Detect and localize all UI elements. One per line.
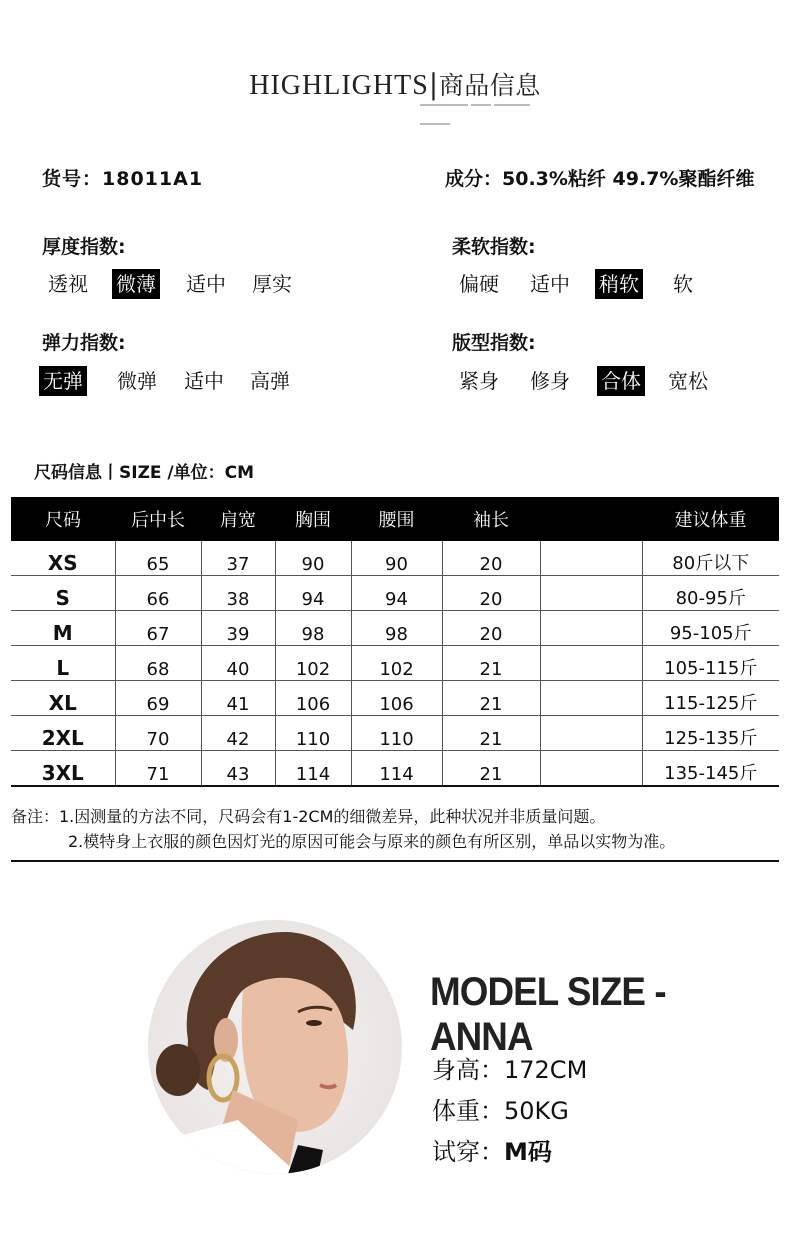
title-separator: |	[428, 68, 439, 101]
table-cell: 114	[275, 751, 351, 787]
table-cell	[540, 681, 642, 716]
size-cell: 3XL	[11, 751, 115, 787]
table-cell: 21	[442, 716, 540, 751]
table-cell: 42	[201, 716, 275, 751]
size-cell: XL	[11, 681, 115, 716]
fit-option-tight: 紧身	[459, 369, 499, 393]
table-cell: 71	[115, 751, 201, 787]
table-cell: 98	[275, 611, 351, 646]
fit-option-regular-selected: 合体	[597, 366, 645, 396]
table-row	[11, 541, 779, 576]
elasticity-label: 弹力指数:	[42, 332, 126, 354]
table-cell: 110	[275, 716, 351, 751]
table-cell	[540, 646, 642, 681]
table-cell	[540, 751, 642, 787]
col-header-weight: 建议体重	[642, 497, 779, 541]
table-cell: 41	[201, 681, 275, 716]
fit-option-slim: 修身	[530, 369, 570, 393]
composition	[445, 164, 754, 191]
table-row	[11, 751, 779, 787]
table-cell: 65	[115, 541, 201, 576]
table-cell: 94	[275, 576, 351, 611]
item-number-label: 货号：	[42, 168, 103, 190]
col-header-bust: 胸围	[275, 497, 351, 541]
size-cell: XS	[11, 541, 115, 576]
model-height-label: 身高：	[432, 1056, 504, 1084]
table-row	[11, 646, 779, 681]
table-cell	[540, 541, 642, 576]
model-weight-label: 体重：	[432, 1097, 504, 1125]
title-underline-decoration	[420, 104, 565, 108]
note-line-2: 2.模特身上衣服的颜色因灯光的原因可能会与原来的颜色有所区别，单品以实物为准。	[68, 832, 676, 851]
table-cell: 39	[201, 611, 275, 646]
composition-label: 成分：	[445, 168, 503, 190]
thickness-label: 厚度指数:	[42, 236, 126, 258]
table-cell: 20	[442, 541, 540, 576]
table-cell: 90	[275, 541, 351, 576]
model-tried-value: M码	[504, 1138, 552, 1166]
model-weight	[432, 1091, 569, 1126]
size-cell: L	[11, 646, 115, 681]
table-cell: 135-145斤	[642, 751, 779, 787]
model-tried-label: 试穿：	[432, 1138, 504, 1166]
table-row	[11, 716, 779, 751]
thickness-option-thin-selected: 微薄	[112, 269, 160, 299]
table-cell: 80-95斤	[642, 576, 779, 611]
page-title	[0, 66, 790, 102]
model-weight-value: 50KG	[504, 1097, 569, 1125]
table-cell: 98	[351, 611, 442, 646]
col-header-sleeve: 袖长	[442, 497, 540, 541]
fit-label: 版型指数:	[452, 332, 536, 354]
model-size-title: MODEL SIZE - ANNA	[430, 970, 666, 1059]
item-number	[42, 164, 203, 191]
softness-option-soft: 软	[673, 272, 693, 296]
table-cell: 21	[442, 751, 540, 787]
table-cell: 110	[351, 716, 442, 751]
size-cell: 2XL	[11, 716, 115, 751]
table-cell: 20	[442, 611, 540, 646]
table-cell: 68	[115, 646, 201, 681]
table-cell: 102	[351, 646, 442, 681]
table-cell: 40	[201, 646, 275, 681]
table-cell: 106	[351, 681, 442, 716]
table-cell: 70	[115, 716, 201, 751]
size-info-heading: 尺码信息丨SIZE /单位：CM	[34, 463, 255, 483]
col-header-waist: 腰围	[351, 497, 442, 541]
col-header-shoulder: 肩宽	[201, 497, 275, 541]
table-cell: 90	[351, 541, 442, 576]
title-en: HIGHLIGHTS	[249, 70, 429, 101]
table-cell: 67	[115, 611, 201, 646]
elasticity-option-medium: 适中	[184, 369, 224, 393]
thickness-option-see-through: 透视	[48, 272, 88, 296]
divider	[11, 860, 779, 862]
elasticity-option-slight: 微弹	[117, 369, 157, 393]
size-cell: S	[11, 576, 115, 611]
table-cell: 95-105斤	[642, 611, 779, 646]
table-cell: 115-125斤	[642, 681, 779, 716]
model-photo	[148, 920, 402, 1174]
softness-option-medium: 适中	[530, 272, 570, 296]
size-table-header-row	[11, 497, 779, 541]
size-table	[11, 497, 779, 787]
col-header-back-length: 后中长	[115, 497, 201, 541]
table-cell: 21	[442, 681, 540, 716]
table-cell: 102	[275, 646, 351, 681]
table-cell: 94	[351, 576, 442, 611]
table-cell: 106	[275, 681, 351, 716]
table-row	[11, 681, 779, 716]
softness-label: 柔软指数:	[452, 236, 536, 258]
table-cell: 125-135斤	[642, 716, 779, 751]
table-cell: 66	[115, 576, 201, 611]
table-cell: 37	[201, 541, 275, 576]
table-row	[11, 576, 779, 611]
table-row	[11, 611, 779, 646]
model-height	[432, 1050, 587, 1085]
table-cell: 114	[351, 751, 442, 787]
model-height-value: 172CM	[504, 1056, 588, 1084]
size-cell: M	[11, 611, 115, 646]
table-cell: 105-115斤	[642, 646, 779, 681]
model-tried-size	[432, 1132, 552, 1167]
table-cell: 80斤以下	[642, 541, 779, 576]
table-cell	[540, 611, 642, 646]
note-line-1: 备注：1.因测量的方法不同，尺码会有1-2CM的细微差异，此种状况并非质量问题。	[11, 807, 606, 826]
title-cn: 商品信息	[438, 71, 541, 100]
item-number-value: 18011A1	[102, 168, 204, 190]
thickness-option-medium: 适中	[186, 272, 226, 296]
thickness-option-thick: 厚实	[252, 272, 292, 296]
table-cell	[540, 716, 642, 751]
elasticity-option-none-selected: 无弹	[39, 366, 87, 396]
table-cell: 20	[442, 576, 540, 611]
table-cell: 21	[442, 646, 540, 681]
table-cell: 38	[201, 576, 275, 611]
softness-option-stiff: 偏硬	[459, 272, 499, 296]
table-cell	[540, 576, 642, 611]
col-header-blank	[540, 497, 642, 541]
table-cell: 69	[115, 681, 201, 716]
softness-option-slightly-soft-selected: 稍软	[595, 269, 643, 299]
composition-value: 50.3%粘纤 49.7%聚酯纤维	[502, 168, 755, 190]
table-cell: 43	[201, 751, 275, 787]
col-header-size: 尺码	[11, 497, 115, 541]
elasticity-option-high: 高弹	[250, 369, 290, 393]
fit-option-loose: 宽松	[668, 369, 708, 393]
